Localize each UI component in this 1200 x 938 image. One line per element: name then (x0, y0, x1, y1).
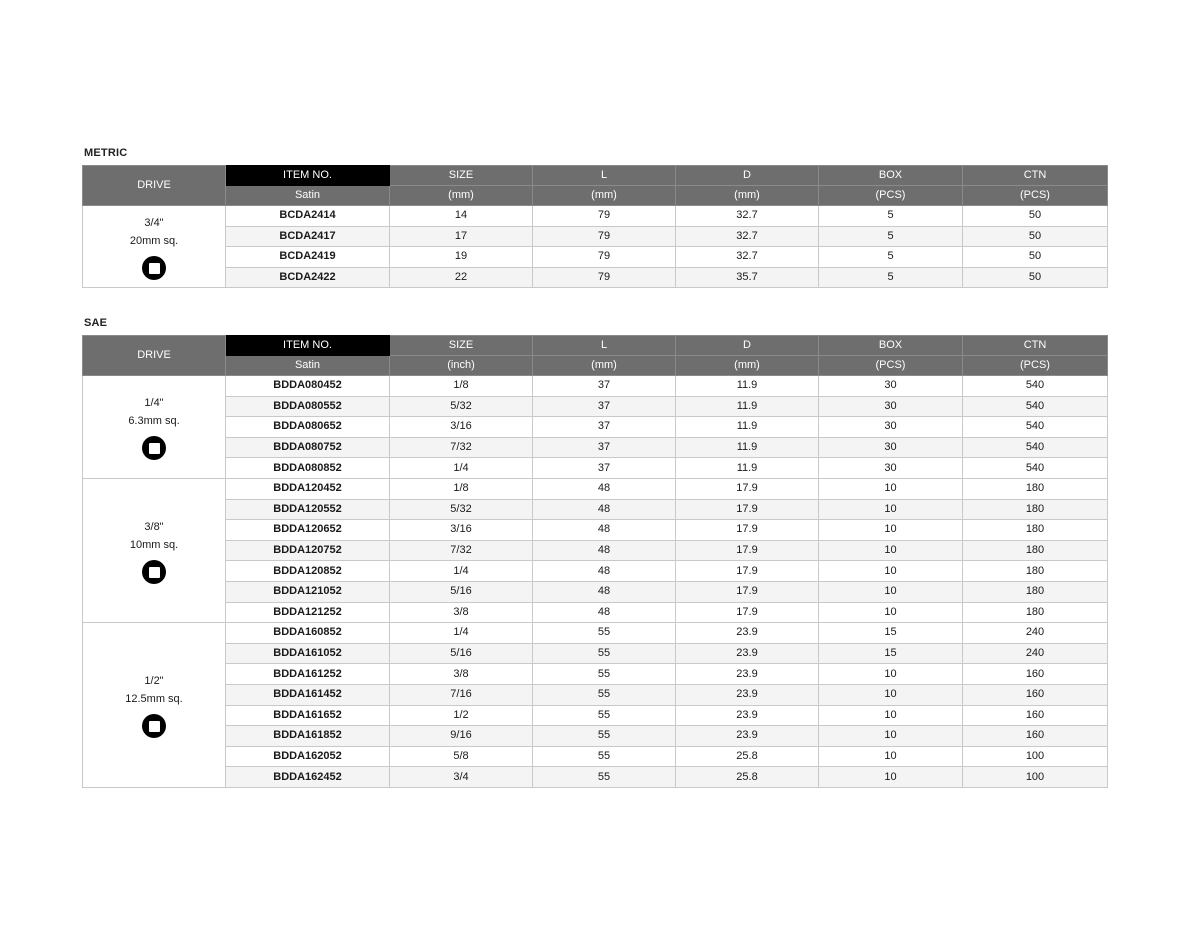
table-row (83, 206, 1108, 227)
size-cell: 1/2 (390, 705, 533, 726)
ctn-qty-cell: 50 (963, 247, 1108, 268)
item-no-cell: BCDA2414 (226, 206, 390, 227)
item-no-cell: BDDA162452 (226, 767, 390, 788)
size-cell: 7/16 (390, 684, 533, 705)
finish-header: Satin (226, 186, 390, 206)
box-qty-cell: 10 (819, 705, 963, 726)
length-cell: 79 (533, 267, 676, 288)
length-cell: 79 (533, 206, 676, 227)
length-cell: 55 (533, 767, 676, 788)
item-no-header: ITEM NO. (226, 336, 390, 356)
item-no-cell: BDDA120552 (226, 499, 390, 520)
box-qty-cell: 10 (819, 602, 963, 623)
drive-group-cell (83, 376, 226, 479)
item-no-cell: BDDA162052 (226, 746, 390, 767)
diameter-cell: 23.9 (676, 684, 819, 705)
ctn-qty-cell: 540 (963, 396, 1108, 417)
length-cell: 48 (533, 520, 676, 541)
box-qty-cell: 30 (819, 437, 963, 458)
item-no-cell: BDDA080852 (226, 458, 390, 479)
l-unit-header: (mm) (533, 356, 676, 376)
ctn-qty-cell: 50 (963, 206, 1108, 227)
table-row (83, 561, 1108, 582)
item-no-cell: BDDA120652 (226, 520, 390, 541)
drive-size: 3/4" (144, 216, 164, 229)
length-cell: 37 (533, 376, 676, 397)
ctn-qty-cell: 50 (963, 226, 1108, 247)
diameter-cell: 11.9 (676, 458, 819, 479)
length-cell: 48 (533, 581, 676, 602)
size-cell: 5/16 (390, 581, 533, 602)
size-cell: 3/16 (390, 520, 533, 541)
item-no-cell: BDDA080652 (226, 417, 390, 438)
metric-spec-table (82, 165, 1108, 288)
length-cell: 79 (533, 226, 676, 247)
square-drive-icon (142, 256, 166, 280)
size-header: SIZE (390, 336, 533, 356)
item-no-cell: BDDA080452 (226, 376, 390, 397)
table-row (83, 247, 1108, 268)
diameter-cell: 23.9 (676, 664, 819, 685)
ctn-header: CTN (963, 166, 1108, 186)
drive-group-cell (83, 478, 226, 622)
diameter-cell: 17.9 (676, 540, 819, 561)
sae-spec-table (82, 335, 1108, 788)
size-cell: 1/4 (390, 561, 533, 582)
item-no-cell: BDDA120752 (226, 540, 390, 561)
box-qty-cell: 15 (819, 623, 963, 644)
box-qty-cell: 10 (819, 540, 963, 561)
box-unit-header: (PCS) (819, 186, 963, 206)
ctn-unit-header: (PCS) (963, 186, 1108, 206)
square-drive-icon (142, 560, 166, 584)
ctn-qty-cell: 540 (963, 437, 1108, 458)
length-cell: 37 (533, 396, 676, 417)
ctn-qty-cell: 180 (963, 561, 1108, 582)
box-qty-cell: 30 (819, 417, 963, 438)
size-cell: 7/32 (390, 437, 533, 458)
box-unit-header: (PCS) (819, 356, 963, 376)
item-no-cell: BDDA121052 (226, 581, 390, 602)
size-cell: 3/8 (390, 664, 533, 685)
diameter-cell: 23.9 (676, 643, 819, 664)
diameter-cell: 32.7 (676, 206, 819, 227)
box-qty-cell: 30 (819, 396, 963, 417)
drive-square-size: 12.5mm sq. (125, 693, 183, 705)
ctn-qty-cell: 160 (963, 705, 1108, 726)
table-row (83, 478, 1108, 499)
ctn-qty-cell: 540 (963, 376, 1108, 397)
ctn-qty-cell: 180 (963, 581, 1108, 602)
drive-group-cell (83, 206, 226, 288)
box-qty-cell: 30 (819, 376, 963, 397)
table-row (83, 520, 1108, 541)
metric-section-title: METRIC (84, 147, 128, 159)
box-header: BOX (819, 166, 963, 186)
item-no-cell: BDDA120852 (226, 561, 390, 582)
size-cell: 5/16 (390, 643, 533, 664)
ctn-header: CTN (963, 336, 1108, 356)
ctn-qty-cell: 100 (963, 767, 1108, 788)
size-cell: 3/16 (390, 417, 533, 438)
table-row (83, 643, 1108, 664)
size-cell: 1/8 (390, 478, 533, 499)
sae-section-title: SAE (84, 317, 108, 329)
ctn-qty-cell: 180 (963, 540, 1108, 561)
diameter-cell: 17.9 (676, 499, 819, 520)
diameter-cell: 17.9 (676, 478, 819, 499)
item-no-header: ITEM NO. (226, 166, 390, 186)
box-qty-cell: 10 (819, 767, 963, 788)
size-cell: 3/4 (390, 767, 533, 788)
drive-group-cell (83, 623, 226, 788)
item-no-cell: BDDA120452 (226, 478, 390, 499)
drive-size: 1/4" (144, 396, 164, 409)
ctn-qty-cell: 240 (963, 643, 1108, 664)
d-unit-header: (mm) (676, 356, 819, 376)
length-cell: 55 (533, 746, 676, 767)
d-header: D (676, 336, 819, 356)
box-qty-cell: 5 (819, 206, 963, 227)
ctn-qty-cell: 100 (963, 746, 1108, 767)
d-header: D (676, 166, 819, 186)
box-qty-cell: 10 (819, 726, 963, 747)
size-cell: 5/32 (390, 499, 533, 520)
ctn-qty-cell: 540 (963, 417, 1108, 438)
length-cell: 79 (533, 247, 676, 268)
diameter-cell: 23.9 (676, 705, 819, 726)
ctn-qty-cell: 160 (963, 726, 1108, 747)
diameter-cell: 11.9 (676, 376, 819, 397)
table-row (83, 602, 1108, 623)
box-qty-cell: 5 (819, 247, 963, 268)
drive-square-size: 10mm sq. (129, 538, 179, 551)
drive-size: 1/2" (144, 675, 164, 687)
table-row (83, 540, 1108, 561)
diameter-cell: 32.7 (676, 226, 819, 247)
table-row (83, 458, 1108, 479)
size-cell: 14 (390, 206, 533, 227)
ctn-qty-cell: 160 (963, 684, 1108, 705)
square-drive-icon (142, 714, 166, 738)
table-row (83, 437, 1108, 458)
size-cell: 5/32 (390, 396, 533, 417)
box-qty-cell: 10 (819, 581, 963, 602)
table-row (83, 767, 1108, 788)
length-cell: 48 (533, 478, 676, 499)
size-unit-header: (mm) (390, 186, 533, 206)
diameter-cell: 17.9 (676, 561, 819, 582)
box-qty-cell: 5 (819, 267, 963, 288)
diameter-cell: 11.9 (676, 417, 819, 438)
size-cell: 5/8 (390, 746, 533, 767)
ctn-qty-cell: 540 (963, 458, 1108, 479)
diameter-cell: 23.9 (676, 623, 819, 644)
item-no-cell: BDDA080552 (226, 396, 390, 417)
table-row (83, 581, 1108, 602)
l-header: L (533, 336, 676, 356)
size-cell: 1/4 (390, 623, 533, 644)
box-qty-cell: 10 (819, 561, 963, 582)
table-row (83, 664, 1108, 685)
item-no-cell: BDDA080752 (226, 437, 390, 458)
table-row (83, 267, 1108, 288)
table-row (83, 417, 1108, 438)
length-cell: 37 (533, 417, 676, 438)
item-no-cell: BDDA121252 (226, 602, 390, 623)
size-header: SIZE (390, 166, 533, 186)
table-row (83, 396, 1108, 417)
diameter-cell: 32.7 (676, 247, 819, 268)
diameter-cell: 23.9 (676, 726, 819, 747)
table-row (83, 499, 1108, 520)
length-cell: 37 (533, 437, 676, 458)
box-header: BOX (819, 336, 963, 356)
size-cell: 3/8 (390, 602, 533, 623)
d-unit-header: (mm) (676, 186, 819, 206)
item-no-cell: BDDA161052 (226, 643, 390, 664)
length-cell: 55 (533, 623, 676, 644)
size-cell: 9/16 (390, 726, 533, 747)
ctn-qty-cell: 180 (963, 520, 1108, 541)
length-cell: 48 (533, 499, 676, 520)
item-no-cell: BDDA161652 (226, 705, 390, 726)
size-cell: 17 (390, 226, 533, 247)
ctn-unit-header: (PCS) (963, 356, 1108, 376)
item-no-cell: BDDA161452 (226, 684, 390, 705)
item-no-cell: BDDA161252 (226, 664, 390, 685)
table-row (83, 376, 1108, 397)
drive-size: 3/8" (144, 520, 164, 533)
diameter-cell: 25.8 (676, 767, 819, 788)
box-qty-cell: 5 (819, 226, 963, 247)
diameter-cell: 17.9 (676, 520, 819, 541)
size-cell: 22 (390, 267, 533, 288)
item-no-cell: BCDA2422 (226, 267, 390, 288)
diameter-cell: 17.9 (676, 581, 819, 602)
box-qty-cell: 30 (819, 458, 963, 479)
diameter-cell: 11.9 (676, 437, 819, 458)
table-row (83, 623, 1108, 644)
drive-square-size: 6.3mm sq. (128, 414, 180, 427)
drive-square-size: 20mm sq. (129, 234, 179, 247)
l-header: L (533, 166, 676, 186)
ctn-qty-cell: 240 (963, 623, 1108, 644)
l-unit-header: (mm) (533, 186, 676, 206)
square-drive-icon (142, 436, 166, 460)
item-no-cell: BCDA2417 (226, 226, 390, 247)
size-unit-header: (inch) (390, 356, 533, 376)
length-cell: 48 (533, 561, 676, 582)
box-qty-cell: 10 (819, 478, 963, 499)
size-cell: 7/32 (390, 540, 533, 561)
finish-header: Satin (226, 356, 390, 376)
ctn-qty-cell: 180 (963, 499, 1108, 520)
ctn-qty-cell: 180 (963, 602, 1108, 623)
box-qty-cell: 10 (819, 746, 963, 767)
length-cell: 55 (533, 684, 676, 705)
length-cell: 55 (533, 664, 676, 685)
length-cell: 48 (533, 540, 676, 561)
size-cell: 1/4 (390, 458, 533, 479)
ctn-qty-cell: 160 (963, 664, 1108, 685)
item-no-cell: BDDA160852 (226, 623, 390, 644)
length-cell: 48 (533, 602, 676, 623)
drive-header: DRIVE (83, 336, 226, 376)
box-qty-cell: 10 (819, 520, 963, 541)
box-qty-cell: 10 (819, 499, 963, 520)
ctn-qty-cell: 50 (963, 267, 1108, 288)
table-row (83, 684, 1108, 705)
table-row (83, 705, 1108, 726)
length-cell: 55 (533, 705, 676, 726)
table-row (83, 226, 1108, 247)
box-qty-cell: 10 (819, 664, 963, 685)
box-qty-cell: 10 (819, 684, 963, 705)
length-cell: 37 (533, 458, 676, 479)
drive-header: DRIVE (83, 166, 226, 206)
length-cell: 55 (533, 726, 676, 747)
diameter-cell: 35.7 (676, 267, 819, 288)
diameter-cell: 25.8 (676, 746, 819, 767)
table-row (83, 726, 1108, 747)
ctn-qty-cell: 180 (963, 478, 1108, 499)
table-row (83, 746, 1108, 767)
item-no-cell: BDDA161852 (226, 726, 390, 747)
length-cell: 55 (533, 643, 676, 664)
size-cell: 19 (390, 247, 533, 268)
diameter-cell: 17.9 (676, 602, 819, 623)
box-qty-cell: 15 (819, 643, 963, 664)
size-cell: 1/8 (390, 376, 533, 397)
diameter-cell: 11.9 (676, 396, 819, 417)
item-no-cell: BCDA2419 (226, 247, 390, 268)
